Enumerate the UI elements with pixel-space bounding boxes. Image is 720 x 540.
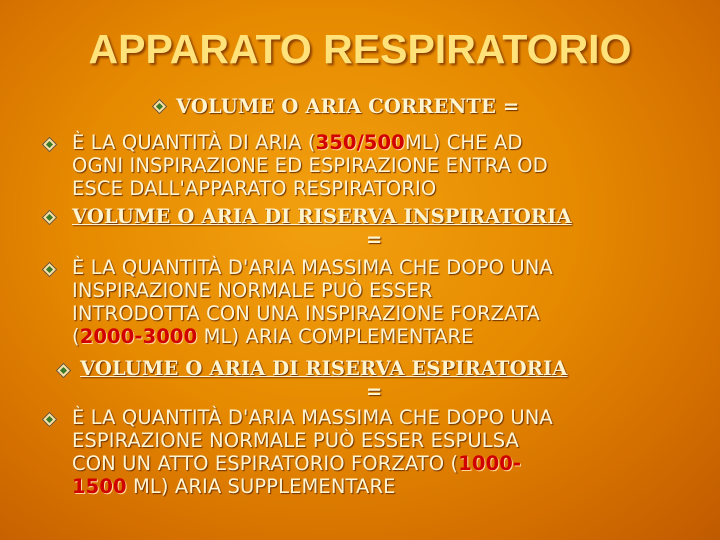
heading-riserva-inspiratoria: VOLUME O ARIA DI RISERVA INSPIRATORIA xyxy=(72,205,572,228)
text-segment: ML) ARIA SUPPLEMENTARE xyxy=(126,475,396,498)
bullet-icon xyxy=(42,412,58,428)
text-segment: ML) ARIA COMPLEMENTARE xyxy=(197,325,474,348)
bullet-icon xyxy=(152,99,168,115)
text-line xyxy=(72,326,474,347)
text-segment: ML) CHE AD xyxy=(404,131,523,154)
heading-volume-corrente: VOLUME O ARIA CORRENTE = xyxy=(176,95,520,118)
slide-title: APPARATO RESPIRATORIO xyxy=(88,26,632,72)
text-segment: CON UN ATTO ESPIRATORIO FORZATO ( xyxy=(72,452,459,475)
text-line: È LA QUANTITÀ D'ARIA MASSIMA CHE DOPO UNA xyxy=(72,256,553,279)
value-highlight: 350/500 xyxy=(315,131,405,154)
equals-sign: = xyxy=(366,380,383,403)
text-segment: ( xyxy=(72,325,80,348)
bullet-icon xyxy=(42,210,58,226)
text-line: ESCE DALL'APPARATO RESPIRATORIO xyxy=(72,177,437,200)
text-line: È LA QUANTITÀ D'ARIA MASSIMA CHE DOPO UNA xyxy=(72,406,553,429)
text-line: INTRODOTTA CON UNA INSPIRAZIONE FORZATA xyxy=(72,302,540,325)
value-highlight: 2000-3000 xyxy=(79,325,198,348)
bullet-icon xyxy=(42,137,58,153)
heading-riserva-espiratoria: VOLUME O ARIA DI RISERVA ESPIRATORIA xyxy=(80,357,568,380)
bullet-icon xyxy=(42,262,58,278)
value-highlight: 1000- xyxy=(458,452,522,475)
text-line xyxy=(72,132,522,153)
text-line: ESPIRAZIONE NORMALE PUÒ ESSER ESPULSA xyxy=(72,429,520,452)
text-line xyxy=(72,453,521,474)
text-line xyxy=(72,476,396,497)
text-segment: È LA QUANTITÀ DI ARIA ( xyxy=(72,131,316,154)
text-line: INSPIRAZIONE NORMALE PUÒ ESSER xyxy=(72,279,433,302)
value-highlight: 1500 xyxy=(72,475,127,498)
text-line: OGNI INSPIRAZIONE ED ESPIRAZIONE ENTRA OD xyxy=(72,154,548,177)
bullet-icon xyxy=(56,363,72,379)
equals-sign: = xyxy=(366,228,383,251)
